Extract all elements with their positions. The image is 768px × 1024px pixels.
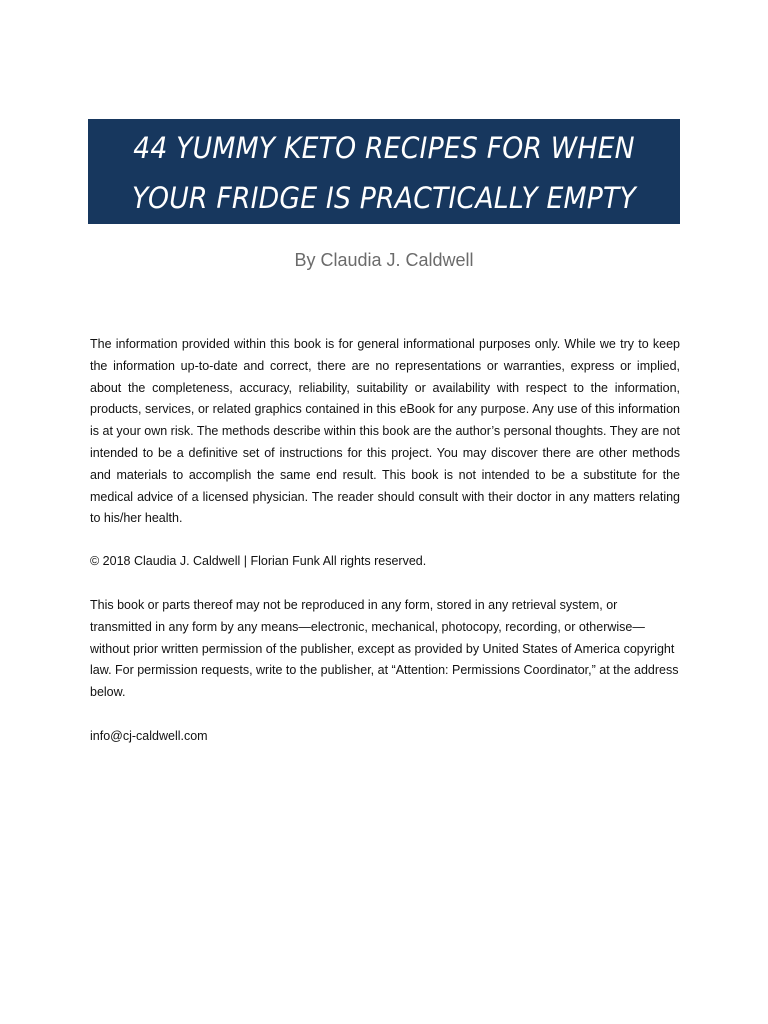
- disclaimer-paragraph: The information provided within this book is for general informational purposes only. While we try to keep the information up-to-date and correct, there are no representations or warranties, express or implied, about the completeness, accuracy, reliability, suitability or availability with respect to the information, products, services, or related graphics contained in this eBook for any purpose. Any use of this information is at your own risk. The methods describe within this book are the author’s personal thoughts. They are not intended to be a definitive set of instructions for this project. You may discover there are other methods and materials to accomplish the same end result. This book is not intended to be a substitute for the medical advice of a licensed physician. The reader should consult with their doctor in any matters relating to his/her health.: [90, 337, 680, 526]
- title-line-2: YOUR FRIDGE IS PRACTICALLY EMPTY: [132, 181, 636, 215]
- author-byline: By Claudia J. Caldwell: [294, 250, 474, 270]
- title-banner: [88, 119, 680, 224]
- rights-paragraph: This book or parts thereof may not be reproduced in any form, stored in any retrieval system, or transmitted in any form by any means—electronic, mechanical, photocopy, recording, or otherwise—without prior written permission of the publisher, except as provided by United States of America copyright law. For permission requests, write to the publisher, at “Attention: Permissions Coordinator,” at the address below.: [90, 598, 679, 700]
- title-line-1: 44 YUMMY KETO RECIPES FOR WHEN: [133, 131, 635, 165]
- copyright-notice: © 2018 Claudia J. Caldwell | Florian Funk All rights reserved.: [90, 554, 427, 568]
- contact-email: info@cj-caldwell.com: [90, 729, 208, 743]
